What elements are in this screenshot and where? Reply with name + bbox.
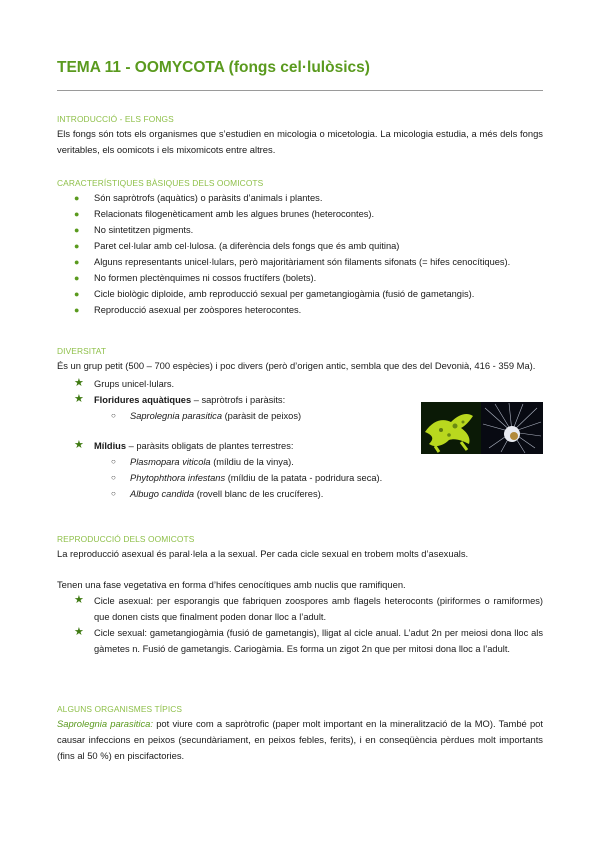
list-item: ● Són sapròtrofs (aquàtics) o paràsits d’animals i plantes.	[57, 190, 543, 206]
characteristics-heading: CARACTERÍSTIQUES BÀSIQUES DELS OOMICOTS	[57, 178, 264, 188]
list-item: ○ Albugo candida (rovell blanc de les crucíferes).	[57, 486, 543, 502]
bullet-icon: ●	[74, 273, 80, 283]
list-item: ○ Saprolegnia parasitica (paràsit de peixos)	[57, 408, 543, 424]
list-item: ● Relacionats filogenèticament amb les algues brunes (heterocontes).	[57, 206, 543, 222]
characteristics-list	[57, 190, 543, 318]
list-item: ● Reproducció asexual per zoòspores heterocontes.	[57, 302, 543, 318]
star-icon: ★	[74, 377, 84, 389]
list-item: ○ Plasmopara viticola (míldiu de la vinya).	[57, 454, 543, 470]
bullet-icon: ●	[74, 305, 80, 315]
star-icon: ★	[74, 439, 84, 451]
list-item: ● Paret cel·lular amb cel·lulosa. (a diferència dels fongs que és amb quitina)	[57, 238, 543, 254]
list-item: ★ Floridures aquàtiques – sapròtrofs i paràsits:	[74, 393, 286, 405]
star-icon: ★	[74, 594, 84, 606]
list-item: ● No formen plectènquimes ni cossos fructífers (bolets).	[57, 270, 543, 286]
list-item: ★ Cicle sexual: gametangiogàmia (fusió de gametangis), lligat al cicle anual. L’adut 2n per meiosi dona lloc als gàmetes n. Fusió de gametangis. Cariogàmia. Es forma un zigot 2n que per mitosi dona lloc a l’adult.	[74, 626, 543, 654]
intro-text: Els fongs són tots els organismes que s’estudien en micologia o micetologia. La micologia estudia, a més dels fongs veritables, els oomicots i els mixomicots entre altres.	[57, 128, 543, 155]
page-title: TEMA 11 - OOMYCOTA (fongs cel·lulòsics)	[57, 59, 370, 76]
reproduction-text-1: La reproducció asexual és paral·lela a la sexual. Per cada cicle sexual en trobem molts d’asexuals.	[57, 548, 469, 559]
saprolegnia-fish-photo	[421, 402, 481, 454]
oomycete-photos	[421, 402, 543, 454]
reproduction-section	[57, 534, 543, 657]
organisms-text: Saprolegnia parasitica: pot viure com a sapròtrofic (paper molt important en la mineralització de la MO). També pot causar infeccions en peixos (secundàriament, en peixos febles, ferits), i en conseqüència pèrdues molt importants (fins al 50 %) en piscifactories.	[57, 718, 543, 761]
intro-section	[57, 114, 543, 158]
list-item: ★ Míldius – paràsits obligats de plantes terrestres:	[74, 439, 294, 451]
reproduction-text-2: Tenen una fase vegetativa en forma d’hifes cenocítiques amb nuclis que ramifiquen.	[57, 579, 406, 590]
bullet-icon: ●	[74, 209, 80, 219]
circle-bullet-icon: ○	[111, 457, 116, 466]
intro-heading: INTRODUCCIÓ - ELS FONGS	[57, 114, 174, 124]
reproduction-list	[57, 593, 543, 657]
organisms-heading: ALGUNS ORGANISMES TÍPICS	[57, 704, 183, 714]
list-item: ● Cicle biològic diploide, amb reproducció sexual per gametangiogàmia (fusió de gametangis).	[57, 286, 543, 302]
list-item: ● No sintetitzen pigments.	[57, 222, 543, 238]
diversity-heading: DIVERSITAT	[57, 346, 107, 356]
title-divider	[57, 90, 543, 91]
bullet-icon: ●	[74, 193, 80, 203]
star-icon: ★	[74, 626, 84, 638]
list-item: ○ Phytophthora infestans (míldiu de la patata - podridura seca).	[57, 470, 543, 486]
reproduction-heading: REPRODUCCIÓ DELS OOMICOTS	[57, 534, 195, 544]
list-item: ★ Cicle asexual: per esporangis que fabriquen zoospores amb flagels heteroconts (piriformes o ramiformes) que donen cists que finalment poden donar lloc a l’adult.	[74, 594, 543, 622]
list-item: ★ Grups unicel·lulars.	[74, 377, 175, 389]
bullet-icon: ●	[74, 241, 80, 251]
bullet-icon: ●	[74, 225, 80, 235]
list-item: ● Alguns representants unicel·lulars, però majoritàriament són filaments sifonats (= hifes cenocítiques).	[57, 254, 543, 270]
organisms-section	[57, 704, 543, 764]
circle-bullet-icon: ○	[111, 473, 116, 482]
diversity-sublist-2	[57, 454, 543, 502]
circle-bullet-icon: ○	[111, 489, 116, 498]
circle-bullet-icon: ○	[111, 411, 116, 420]
characteristics-section	[57, 178, 543, 318]
bullet-icon: ●	[74, 289, 80, 299]
organism-name: Saprolegnia parasitica:	[57, 718, 153, 729]
diversity-text: És un grup petit (500 – 700 espècies) i poc divers (però d’origen antic, sembla que des del Devonià, 416 - 359 Ma).	[57, 360, 536, 371]
star-icon: ★	[74, 393, 84, 405]
bullet-icon: ●	[74, 257, 80, 267]
zoospore-sporangium-photo	[481, 402, 543, 454]
